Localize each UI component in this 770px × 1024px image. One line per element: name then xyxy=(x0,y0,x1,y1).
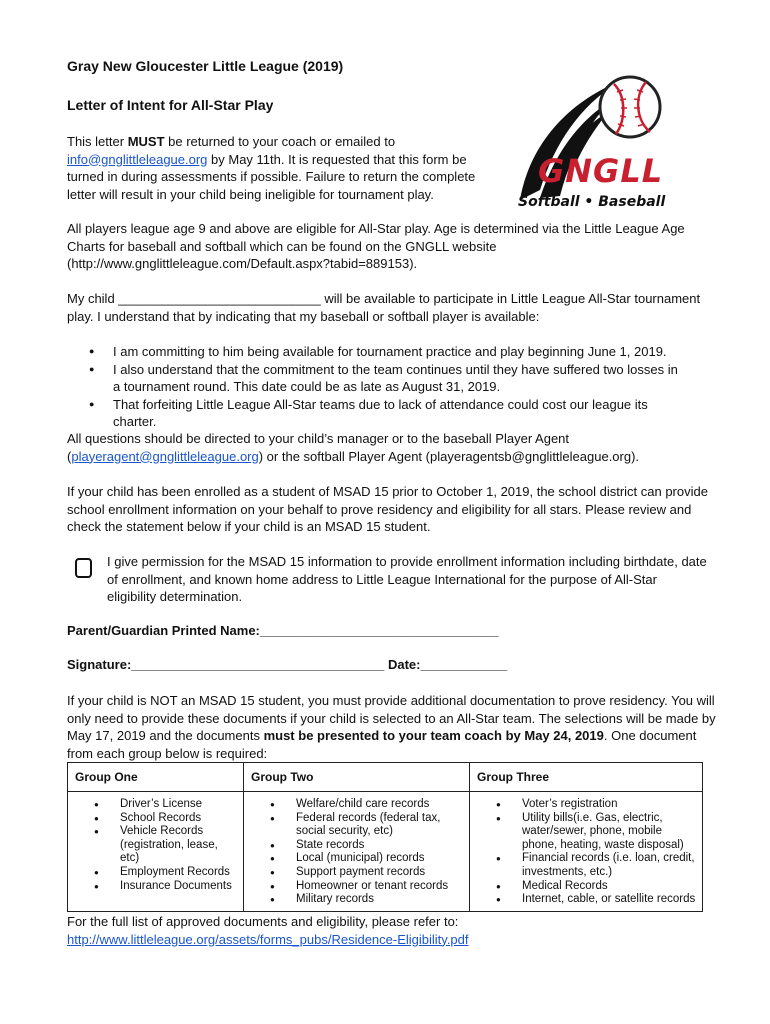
date-field[interactable]: ____________ xyxy=(420,657,508,672)
guardian-name-field[interactable]: _________________________________ xyxy=(259,623,499,638)
residency-text: May 17, 2019 and the documents xyxy=(67,728,264,743)
questions-text: ) or the softball Player Agent (playeragentsb@gnglittleleague.org). xyxy=(258,448,640,464)
list-item: ● Vehicle Records (registration, lease, etc) xyxy=(72,825,239,866)
list-item: ● Internet, cable, or satellite records xyxy=(474,893,698,907)
gngll-logo xyxy=(500,72,710,217)
list-item: ● Welfare/child care records xyxy=(248,798,465,812)
commitment-list xyxy=(67,343,687,431)
residency-deadline: must be presented to your team coach by May 24, 2019 xyxy=(263,728,604,743)
list-item: ● Utility bills(i.e. Gas, electric, water/sewer, phone, mobile phone, heating, waste disposal) xyxy=(474,812,698,853)
msad-text: check the statement below if your child is an MSAD 15 student. xyxy=(67,519,431,534)
eligibility-text: All players league age 9 and above are eligible for All-Star play. Age is determined via the Little League Age xyxy=(67,221,685,236)
questions-paragraph xyxy=(67,430,707,465)
signature-label: Signature: xyxy=(67,657,132,672)
list-item: ● Driver’s License xyxy=(72,798,239,812)
list-item: ● Medical Records xyxy=(474,880,698,894)
residency-text: If your child is NOT an MSAD 15 student, you must provide additional documentation to prove residency. You will xyxy=(67,693,715,708)
list-item: ● School Records xyxy=(72,812,239,826)
logo-tagline: Softball • Baseball xyxy=(518,194,666,210)
list-item: ● Voter’s registration xyxy=(474,798,698,812)
intro-text: by May 11th. It is requested that this form be xyxy=(207,151,467,167)
child-name-line: My child ____________________________ will be available to participate in Little League All-Star tournament xyxy=(67,291,701,306)
list-item: ● Financial records (i.e. loan, credit, investments, etc.) xyxy=(474,852,698,879)
table-header-row xyxy=(68,763,703,792)
documents-table xyxy=(67,762,703,912)
list-item: ● I am committing to him being available for tournament practice and play beginning June 1, 2019. xyxy=(67,343,687,361)
eligibility-url: (http://www.gnglittleleague.com/Default.aspx?tabid=889153). xyxy=(67,256,418,271)
list-item: ● State records xyxy=(248,839,465,853)
signature-row xyxy=(67,657,507,672)
intro-paragraph xyxy=(67,133,487,203)
questions-text: ( xyxy=(67,448,72,464)
list-item: ● I also understand that the commitment to the team continues until they have suffered two losses in a tournament round. This date could be as late as August 31, 2019. xyxy=(67,361,687,396)
intro-text: This letter xyxy=(67,134,128,149)
intro-text: turned in during assessments if possible. Failure to return the complete xyxy=(67,169,476,184)
footer-text: For the full list of approved documents and eligibility, please refer to: xyxy=(67,914,459,929)
commitment-paragraph xyxy=(67,290,707,325)
questions-text: All questions should be directed to your child’s manager or to the baseball Player Agent xyxy=(67,431,570,446)
guardian-name-row xyxy=(67,623,498,638)
list-item: ● Employment Records xyxy=(72,866,239,880)
residency-text: . One document xyxy=(603,728,697,743)
list-item: ● Local (municipal) records xyxy=(248,852,465,866)
column-header: Group Two xyxy=(244,763,470,792)
permission-checkbox[interactable] xyxy=(75,558,92,578)
eligibility-text: Charts for baseball and softball which can be found on the GNGLL website xyxy=(67,238,497,254)
group-two-cell xyxy=(244,792,470,912)
permission-text: I give permission for the MSAD 15 information to provide enrollment information including birthdate, date of enrollment, and known home address to Little League International for the purpose of All-Star eligibility determination. xyxy=(107,554,707,604)
group-three-cell xyxy=(470,792,703,912)
commitment-text: play. I understand that by indicating that my baseball or softball player is available: xyxy=(67,308,540,324)
column-header: Group One xyxy=(68,763,244,792)
msad-text: If your child has been enrolled as a student of MSAD 15 prior to October 1, 2019, the school district can provide xyxy=(67,484,708,499)
footer-paragraph xyxy=(67,913,707,948)
eligibility-paragraph xyxy=(67,220,707,273)
residency-paragraph xyxy=(67,692,717,762)
list-item: ● Support payment records xyxy=(248,866,465,880)
group-one-cell xyxy=(68,792,244,912)
residency-text: only need to provide these documents if your child is selected to an All-Star team. The selections will be made by xyxy=(67,710,716,726)
intro-text: be returned to your coach or emailed to xyxy=(164,134,396,149)
list-item: ● Federal records (federal tax, social security, etc) xyxy=(248,812,465,839)
guardian-name-label: Parent/Guardian Printed Name: xyxy=(67,623,260,638)
page-title: Gray New Gloucester Little League (2019) xyxy=(67,58,344,74)
logo-text: GNGLL xyxy=(538,152,664,190)
msad-paragraph xyxy=(67,483,717,536)
msad-text: school enrollment information on your behalf to prove residency and eligibility for all stars. Please review and xyxy=(67,501,692,517)
column-header: Group Three xyxy=(470,763,703,792)
date-label: Date: xyxy=(384,657,421,672)
player-agent-email-link[interactable]: playeragent@gnglittleleague.org xyxy=(71,448,259,464)
intro-text: letter will result in your child being ineligible for tournament play. xyxy=(67,186,434,202)
list-item: ● Homeowner or tenant records xyxy=(248,880,465,894)
list-item: ● Military records xyxy=(248,893,465,907)
eligibility-pdf-link[interactable]: http://www.littleleague.org/assets/forms_pubs/Residence-Eligibility.pdf xyxy=(67,931,469,947)
signature-field[interactable]: ___________________________________ xyxy=(131,657,385,672)
table-row xyxy=(68,792,703,912)
residency-text: from each group below is required: xyxy=(67,745,268,761)
list-item: ● That forfeiting Little League All-Star teams due to lack of attendance could cost our league its charter. xyxy=(67,396,687,431)
page-subtitle: Letter of Intent for All-Star Play xyxy=(67,97,274,113)
info-email-link[interactable]: info@gnglittleleague.org xyxy=(67,151,208,167)
list-item: ● Insurance Documents xyxy=(72,880,239,894)
intro-must: MUST xyxy=(127,134,165,149)
